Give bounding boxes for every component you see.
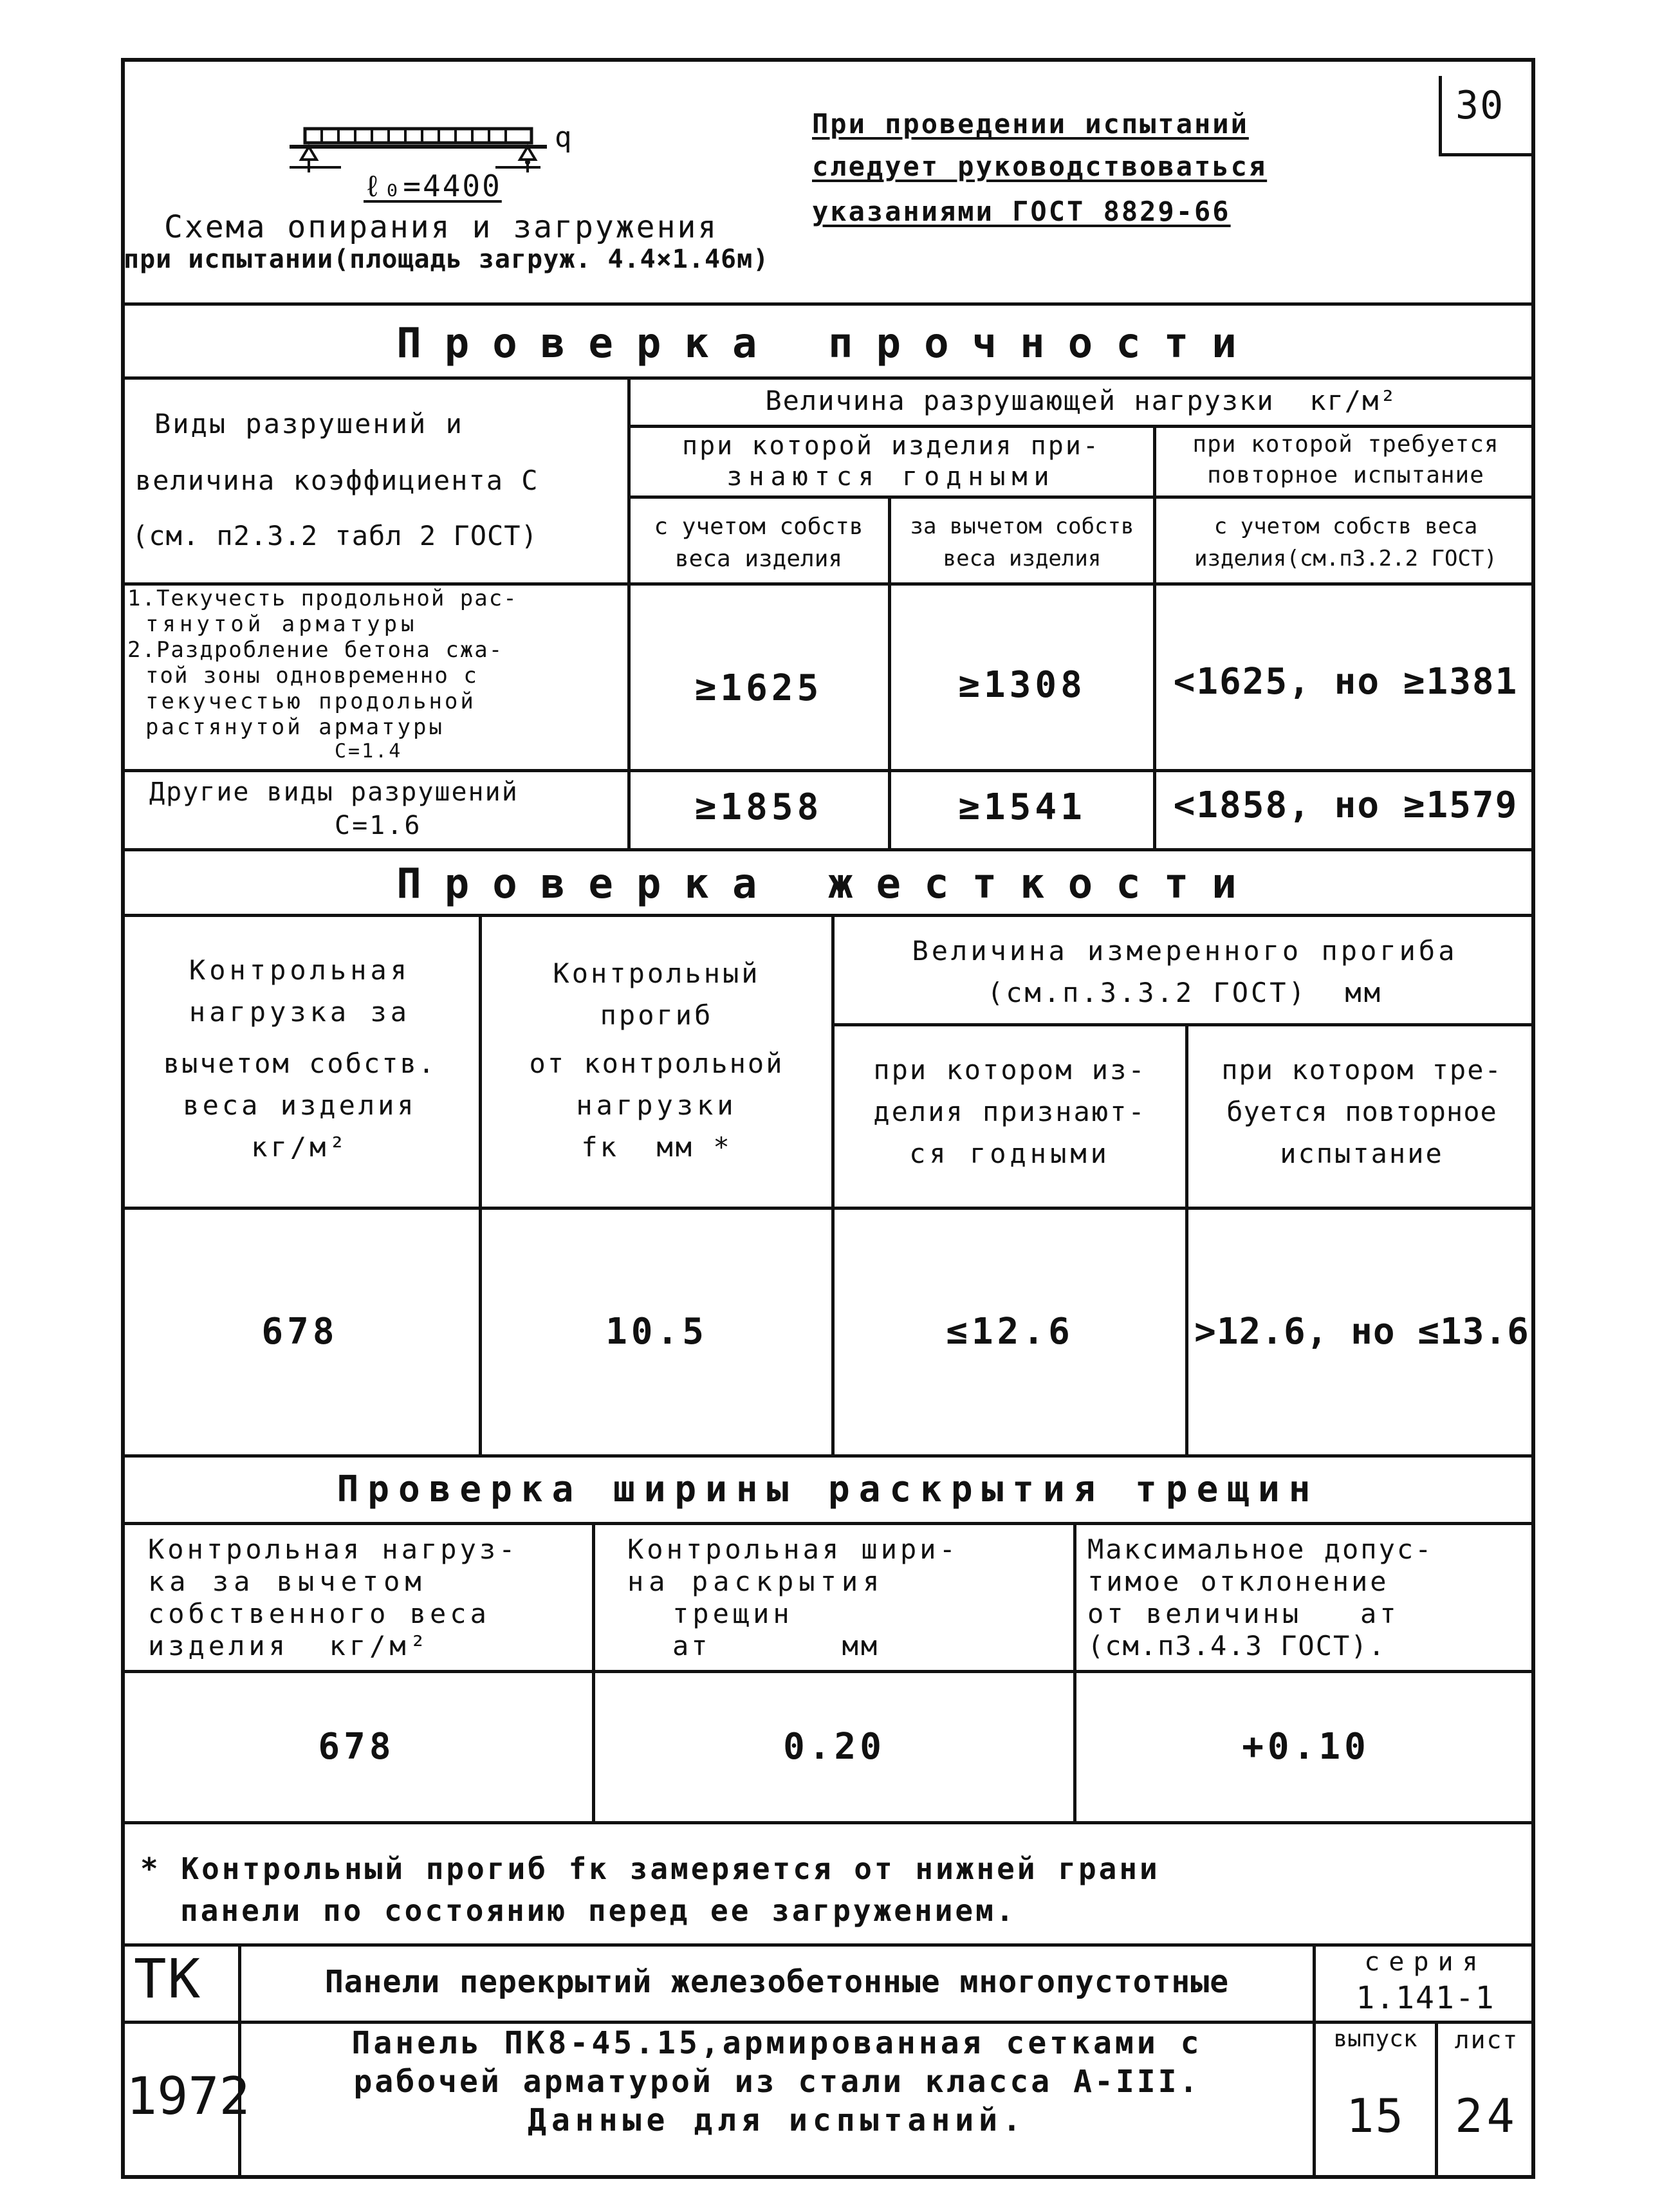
stiffness-col1-3: вычетом собств. (163, 1048, 437, 1079)
strength-sub-with-2: веса изделия (674, 546, 843, 572)
stiffness-col3b-2: буется повторное (1226, 1096, 1497, 1127)
strength-sub-without-2: веса изделия (943, 546, 1102, 571)
stiffness-hline-b (121, 1207, 1535, 1210)
stiffness-col3a-2: делия признают- (873, 1096, 1147, 1127)
strength-row2-type-1: Другие виды разрушений (149, 777, 519, 807)
stiffness-col3a-1: при котором из- (873, 1054, 1147, 1086)
stamp-sheet-label: лист (1454, 2026, 1519, 2054)
sheet-number: 30 (1455, 83, 1505, 128)
stiffness-col3-header-1: Величина измеренного прогиба (912, 935, 1458, 967)
cracks-value-3: +0.10 (1242, 1726, 1370, 1768)
strength-row1-type-6: растянутой арматуры (145, 714, 445, 740)
stamp-series-label: серия (1364, 1947, 1487, 1977)
stiffness-value-3: ≤12.6 (946, 1311, 1074, 1353)
stiffness-col2-2: прогиб (600, 999, 714, 1031)
divider-header (121, 302, 1535, 306)
stiffness-hline-title (121, 914, 1535, 917)
stamp-title-2-line-2: рабочей арматурой из стали класса А-III. (353, 2064, 1201, 2100)
stamp-hline-top (121, 1943, 1535, 1947)
stamp-title-2-line-1: Панель ПК8-45.15,армированная сетками с (351, 2025, 1203, 2061)
stiffness-col3a-3: ся годными (909, 1138, 1111, 1169)
note-line-1: При проведении испытаний (812, 108, 1249, 140)
stamp-year: 1972 (126, 2066, 250, 2126)
scheme-caption-1: Схема опирания и загружения (164, 209, 719, 245)
cracks-hline-a (121, 1670, 1535, 1673)
strength-types-header-2: величина коэффициента С (135, 465, 539, 496)
stiffness-col2-5: fк мм * (581, 1131, 732, 1163)
span-label: ℓ₀=4400 (364, 169, 502, 203)
divider-strength-title (121, 376, 1535, 380)
strength-load-header: Величина разрушающей нагрузки кг/м² (765, 385, 1398, 416)
stiffness-col1-2: нагрузка за (189, 996, 411, 1028)
cracks-col2-4: aт мм (672, 1630, 880, 1662)
cracks-col3-4: (см.п3.4.3 ГОСТ). (1087, 1630, 1386, 1662)
stamp-sheet-value: 24 (1455, 2089, 1518, 2143)
cracks-hline-title (121, 1522, 1535, 1525)
strength-sub-retest-2: изделия(см.п3.2.2 ГОСТ) (1194, 546, 1497, 571)
strength-row2-with: ≥1858 (694, 786, 823, 828)
strength-good-header-2: знаются годными (726, 462, 1056, 492)
cracks-col2-3: трещин (672, 1598, 793, 1629)
stamp-code: ТК (134, 1947, 202, 2010)
strength-row1-type-1: 1.Текучесть продольной рас- (127, 586, 518, 611)
stamp-title-1: Панели перекрытий железобетонные многопустотные (324, 1964, 1230, 2000)
strength-row1-type-4: той зоны одновременно с (145, 663, 478, 689)
strength-good-header-1: при которой изделия при- (682, 431, 1100, 461)
strength-hline-b (627, 495, 1535, 499)
stiffness-value-4: >12.6, но ≤13.6 (1194, 1311, 1529, 1353)
cracks-col3-1: Максимальное допус- (1087, 1533, 1434, 1565)
cracks-col2-1: Контрольная шири- (627, 1533, 959, 1565)
strength-row2-type-2: C=1.6 (335, 811, 422, 840)
cracks-value-2: 0.20 (783, 1726, 885, 1768)
note-line-2: следует руководствоваться (812, 151, 1268, 182)
cracks-hline-b (121, 1821, 1535, 1824)
stiffness-title: Проверка жесткости (396, 860, 1260, 908)
strength-types-header-1: Виды разрушений и (154, 408, 464, 440)
stiffness-col3b-1: при котором тре- (1221, 1054, 1502, 1086)
stiffness-hline-a (831, 1023, 1535, 1026)
strength-types-header-3: (см. п2.3.2 табл 2 ГОСТ) (132, 520, 538, 551)
stamp-hline-mid (121, 2021, 1535, 2024)
strength-row1-retest: <1625, но ≥1381 (1173, 661, 1518, 703)
stamp-title-2-line-3: Данные для испытаний. (528, 2102, 1026, 2138)
strength-sub-with-1: с учетом собств (654, 514, 863, 540)
stiffness-col1-4: веса изделия (183, 1089, 417, 1121)
load-label: q (555, 121, 574, 154)
cracks-col2-2: на раскрытия (627, 1566, 885, 1597)
strength-row1-with: ≥1625 (694, 667, 823, 709)
strength-hline-a (627, 425, 1535, 428)
strength-row1-type-5: текучестью продольной (145, 689, 476, 714)
stamp-issue-value: 15 (1346, 2089, 1405, 2143)
strength-hline-d (121, 769, 1535, 772)
stamp-vline-2 (1313, 1943, 1316, 2179)
strength-sub-without-1: за вычетом собств (910, 514, 1134, 539)
strength-row2-without: ≥1541 (958, 786, 1086, 828)
stiffness-vline-3 (1185, 1023, 1188, 1454)
stiffness-col3-header-2: (см.п.3.3.2 ГОСТ) мм (986, 977, 1383, 1008)
stamp-issue-label: выпуск (1333, 2026, 1417, 2052)
strength-sub-retest-1: с учетом собств веса (1214, 514, 1478, 539)
stiffness-col1-5: кг/м² (251, 1131, 349, 1163)
stiffness-col1-1: Контрольная (189, 954, 411, 986)
strength-retest-header-2: повторное испытание (1207, 462, 1484, 488)
strength-hline-e (121, 848, 1535, 851)
cracks-col3-2: тимое отклонение (1087, 1566, 1389, 1597)
cracks-col1-2: ка за вычетом (148, 1566, 427, 1597)
stiffness-vline-1 (479, 914, 482, 1454)
stiffness-value-1: 678 (261, 1311, 338, 1353)
strength-retest-header-1: при которой требуется (1192, 431, 1499, 458)
cracks-col1-4: изделия кг/м² (148, 1630, 430, 1662)
strength-row1-type-2: тянутой арматуры (145, 611, 418, 637)
note-line-3: указаниями ГОСТ 8829-66 (812, 196, 1231, 227)
cracks-col1-1: Контрольная нагруз- (148, 1533, 519, 1565)
strength-row2-retest: <1858, но ≥1579 (1173, 784, 1518, 826)
stiffness-hline-c (121, 1454, 1535, 1458)
stamp-series-value: 1.141-1 (1356, 1980, 1495, 2016)
cracks-title: Проверка ширины раскрытия трещин (337, 1468, 1320, 1510)
stiffness-col2-1: Контрольный (553, 958, 761, 989)
cracks-value-1: 678 (318, 1726, 395, 1768)
stiffness-col2-3: от контрольной (529, 1048, 784, 1079)
stiffness-col2-4: нагрузки (576, 1089, 737, 1121)
footnote-line-2: панели по состоянию перед ее загружением. (180, 1893, 1017, 1928)
stiffness-value-2: 10.5 (605, 1311, 708, 1353)
footnote-line-1: * Контрольный прогиб fк замеряется от нижней грани (140, 1851, 1160, 1886)
strength-row1-without: ≥1308 (958, 664, 1086, 706)
strength-row1-type-3: 2.Раздробление бетона сжа- (127, 637, 504, 663)
strength-row1-type-7: C=1.4 (335, 740, 403, 763)
scheme-caption-2: при испытании(площадь загруж. 4.4×1.46м) (124, 245, 770, 274)
stiffness-col3b-3: испытание (1280, 1138, 1444, 1169)
strength-title: Проверка прочности (396, 320, 1260, 367)
cracks-col3-3: от величины aт (1087, 1598, 1399, 1629)
cracks-col1-3: собственного веса (148, 1598, 490, 1629)
